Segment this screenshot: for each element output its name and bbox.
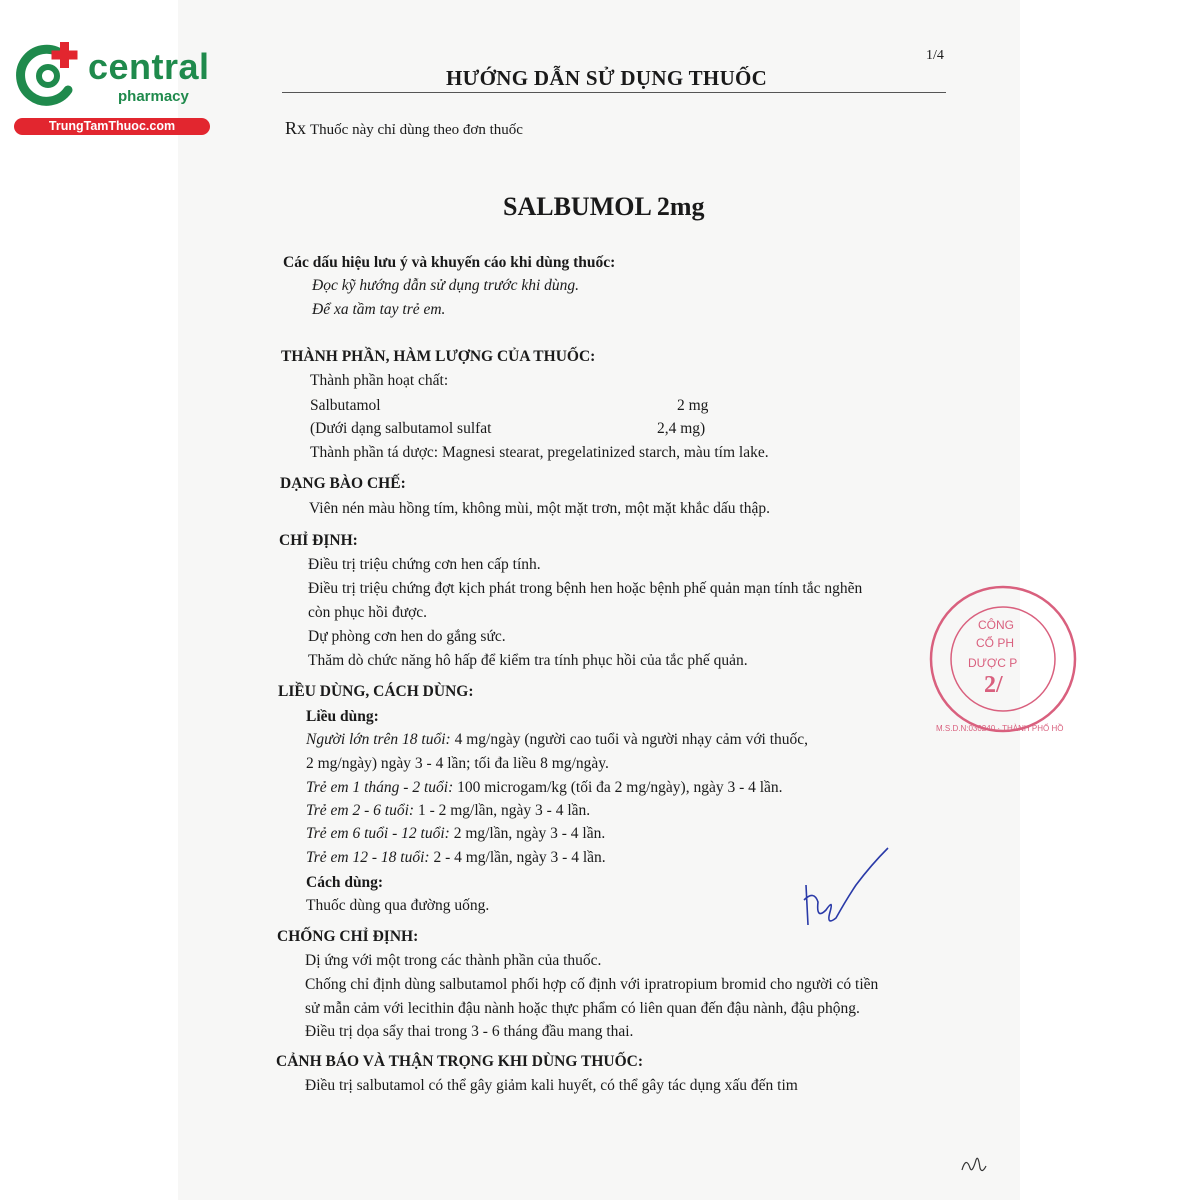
initials-mark	[958, 1148, 988, 1178]
stamp-ring-text: M.S.D.N:030240 · THÀNH PHỐ HỒ	[936, 724, 1064, 733]
warnings-heading: Các dấu hiệu lưu ý và khuyến cáo khi dùng thuốc:	[283, 254, 616, 271]
indications-heading: CHỈ ĐỊNH:	[279, 532, 358, 549]
stamp-text: CÔNG	[978, 618, 1014, 632]
dosage-form-heading: DẠNG BÀO CHẾ:	[280, 475, 406, 492]
composition-heading: THÀNH PHẦN, HÀM LƯỢNG CỦA THUỐC:	[281, 348, 596, 365]
document-header-title: HƯỚNG DẪN SỬ DỤNG THUỐC	[446, 66, 768, 90]
precautions-heading: CẢNH BÁO VÀ THẬN TRỌNG KHI DÙNG THUỐC:	[276, 1053, 644, 1070]
precaution-line: Điều trị salbutamol có thể gây giảm kali huyết, có thể gây tác dụng xấu đến tim	[305, 1077, 798, 1094]
stamp-text: DƯỢC P	[968, 656, 1018, 670]
contraindication-line: Chống chỉ định dùng salbutamol phối hợp cố định với ipratropium bromid cho người có tiền	[305, 976, 879, 993]
rx-mark: Rx	[285, 118, 307, 138]
rx-notice	[285, 118, 523, 139]
brand-logo[interactable]	[0, 0, 220, 140]
dose-group-text: 2 - 4 mg/lần, ngày 3 - 4 lần.	[429, 849, 606, 866]
page-number: 1/4	[926, 48, 944, 63]
excipients-text: Thành phần tá dược: Magnesi stearat, pregelatinized starch, màu tím lake.	[310, 444, 769, 461]
dose-group-text: 1 - 2 mg/lần, ngày 3 - 4 lần.	[414, 802, 591, 819]
indication-line: Dự phòng cơn hen do gắng sức.	[308, 628, 506, 645]
dose-group-text: 100 microgam/kg (tối đa 2 mg/ngày), ngày 3 - 4 lần.	[453, 779, 783, 796]
stamp-text: CỔ PH	[976, 636, 1015, 650]
header-rule	[282, 92, 946, 93]
route-subheading: Cách dùng:	[306, 874, 384, 891]
indication-line: Điều trị triệu chứng cơn hen cấp tính.	[308, 556, 541, 573]
logo-subtitle: pharmacy	[118, 88, 189, 105]
logo-name: central	[88, 46, 210, 87]
indication-line: Thăm dò chức năng hô hấp để kiểm tra tính phục hồi của tắc phế quản.	[308, 652, 748, 669]
logo-website: TrungTamThuoc.com	[14, 118, 210, 135]
ingredient-amount: 2 mg	[677, 397, 709, 414]
dose-adult-cont: 2 mg/ngày) ngày 3 - 4 lần; tối đa liều 8 mg/ngày.	[306, 755, 609, 772]
dose-group-label: Trẻ em 6 tuổi - 12 tuổi:	[306, 825, 450, 842]
ingredient-amount: 2,4 mg)	[657, 420, 706, 437]
dose-adult	[306, 730, 808, 750]
stamp-text: 2/	[984, 672, 1003, 698]
dose-group-label: Trẻ em 1 tháng - 2 tuổi:	[306, 779, 454, 796]
route-text: Thuốc dùng qua đường uống.	[306, 897, 490, 914]
document-page	[178, 0, 1020, 1200]
warning-line: Để xa tầm tay trẻ em.	[312, 301, 446, 318]
dose-child-4	[306, 848, 606, 868]
indication-line: còn phục hồi được.	[308, 604, 428, 621]
company-stamp	[928, 584, 1064, 734]
dose-child-2	[306, 801, 590, 821]
dose-group-text: 4 mg/ngày (người cao tuổi và người nhạy cảm với thuốc,	[450, 731, 809, 748]
dose-group-label: Trẻ em 12 - 18 tuổi:	[306, 849, 430, 866]
dosage-heading: LIỀU DÙNG, CÁCH DÙNG:	[278, 683, 474, 700]
contraindication-line: Điều trị dọa sẩy thai trong 3 - 6 tháng đầu mang thai.	[305, 1023, 634, 1040]
dose-child-1	[306, 778, 783, 798]
dose-group-label: Người lớn trên 18 tuổi:	[306, 731, 451, 748]
contraindications-heading: CHỐNG CHỈ ĐỊNH:	[277, 928, 419, 945]
contraindication-line: sử mẫn cảm với lecithin đậu nành hoặc thực phẩm có liên quan đến đậu nành, đậu phộng.	[305, 1000, 860, 1017]
rx-text: Thuốc này chỉ dùng theo đơn thuốc	[310, 122, 523, 138]
pharmacy-cross-icon	[10, 38, 90, 118]
dosage-form-text: Viên nén màu hồng tím, không mùi, một mặt trơn, một mặt khắc dấu thập.	[309, 500, 770, 517]
dose-subheading: Liều dùng:	[306, 708, 379, 725]
indication-line: Điều trị triệu chứng đợt kịch phát trong bệnh hen hoặc bệnh phế quản mạn tính tắc nghẽn	[308, 580, 863, 597]
dose-child-3	[306, 824, 605, 844]
dose-group-text: 2 mg/lần, ngày 3 - 4 lần.	[449, 825, 606, 842]
ingredient-name: (Dưới dạng salbutamol sulfat	[310, 420, 492, 437]
warning-line: Đọc kỹ hướng dẫn sử dụng trước khi dùng.	[312, 277, 580, 294]
dose-group-label: Trẻ em 2 - 6 tuổi:	[306, 802, 415, 819]
product-title: SALBUMOL 2mg	[503, 192, 705, 221]
ingredient-name: Salbutamol	[310, 397, 381, 414]
contraindication-line: Dị ứng với một trong các thành phần của thuốc.	[305, 952, 602, 969]
handwritten-signature	[796, 840, 906, 930]
active-ingredients-label: Thành phần hoạt chất:	[310, 372, 449, 389]
